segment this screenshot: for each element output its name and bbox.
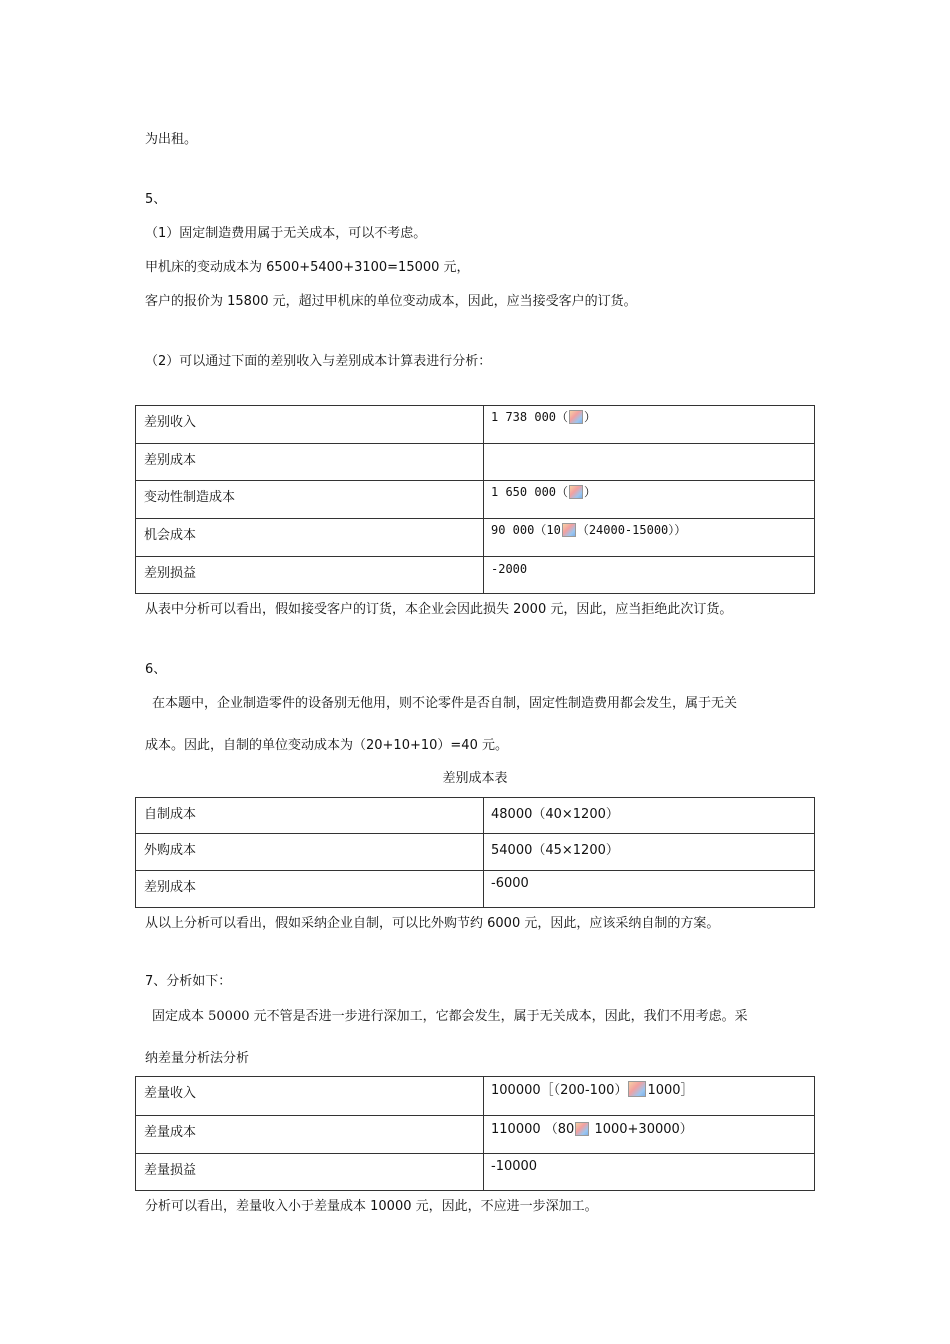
- table-cell: -6000: [484, 871, 815, 908]
- table-title: 差别成本表: [442, 771, 508, 786]
- table-cell: 90 000（10 （24000-15000））: [484, 519, 815, 557]
- table-row: [136, 1154, 815, 1191]
- table-row: [136, 444, 815, 481]
- broken-image-icon: [628, 1081, 646, 1097]
- table-cell: 1 738 000（ ）: [484, 406, 815, 444]
- question-6-number: 6、: [145, 662, 167, 677]
- q5-paragraph-1: （1）固定制造费用属于无关成本，可以不考虑。: [145, 226, 427, 241]
- q5-differential-table: [135, 405, 815, 594]
- table-row: [136, 1077, 815, 1116]
- q5-paragraph-4: （2）可以通过下面的差别收入与差别成本计算表进行分析：: [145, 354, 492, 369]
- table-cell: 差别收入: [136, 406, 484, 444]
- q6-paragraph-1: 在本题中，企业制造零件的设备别无他用，则不论零件是否自制，固定性制造费用都会发生，属于无关: [152, 696, 738, 711]
- q6-cost-table: [135, 797, 815, 908]
- q7-differential-table: [135, 1076, 815, 1191]
- q5-paragraph-3: 客户的报价为 15800 元，超过甲机床的单位变动成本，因此，应当接受客户的订货。: [145, 294, 637, 309]
- q7-conclusion: 分析可以看出，差量收入小于差量成本 10000 元，因此，不应进一步深加工。: [145, 1199, 598, 1214]
- q5-conclusion: 从表中分析可以看出，假如接受客户的订货，本企业会因此损失 2000 元，因此，应当拒绝此次订货。: [145, 602, 733, 617]
- table-row: [136, 557, 815, 594]
- table-cell: 变动性制造成本: [136, 481, 484, 519]
- table-cell: 48000（40×1200）: [484, 798, 815, 834]
- table-cell: 差量收入: [136, 1077, 484, 1116]
- table-cell: 差别损益: [136, 557, 484, 594]
- question-5-number: 5、: [145, 192, 167, 207]
- table-cell: -10000: [484, 1154, 815, 1191]
- table-cell: 110000 （80 1000+30000）: [484, 1116, 815, 1154]
- table-cell: 机会成本: [136, 519, 484, 557]
- table-row: [136, 798, 815, 834]
- table-row: [136, 406, 815, 444]
- question-7-number: 7、分析如下：: [145, 974, 232, 989]
- q5-paragraph-2: 甲机床的变动成本为 6500+5400+3100=15000 元，: [145, 260, 470, 275]
- table-row: [136, 481, 815, 519]
- broken-image-icon: [569, 485, 583, 499]
- text-line: 为出租。: [145, 132, 198, 147]
- broken-image-icon: [575, 1122, 589, 1136]
- q6-paragraph-2: 成本。因此，自制的单位变动成本为（20+10+10）=40 元。: [145, 738, 508, 753]
- table-cell: 差别成本: [136, 871, 484, 908]
- table-row: [136, 519, 815, 557]
- q6-conclusion: 从以上分析可以看出，假如采纳企业自制，可以比外购节约 6000 元，因此，应该采纳自制的方案。: [145, 916, 720, 931]
- table-row: [136, 834, 815, 871]
- table-cell: 54000（45×1200）: [484, 834, 815, 871]
- table-cell: 差量成本: [136, 1116, 484, 1154]
- table-cell: 外购成本: [136, 834, 484, 871]
- table-row: [136, 1116, 815, 1154]
- table-cell: -2000: [484, 557, 815, 594]
- table-cell: 1 650 000（ ）: [484, 481, 815, 519]
- broken-image-icon: [569, 410, 583, 424]
- q7-paragraph-1: 固定成本 50000 元不管是否进一步进行深加工，它都会发生，属于无关成本，因此，我们不用考虑。采: [152, 1009, 748, 1024]
- broken-image-icon: [562, 523, 576, 537]
- table-cell: 差量损益: [136, 1154, 484, 1191]
- table-cell: [484, 444, 815, 481]
- table-cell: 100000［（200-100） 1000］: [484, 1077, 815, 1116]
- q7-paragraph-2: 纳差量分析法分析: [145, 1051, 250, 1066]
- table-row: [136, 871, 815, 908]
- table-cell: 差别成本: [136, 444, 484, 481]
- table-cell: 自制成本: [136, 798, 484, 834]
